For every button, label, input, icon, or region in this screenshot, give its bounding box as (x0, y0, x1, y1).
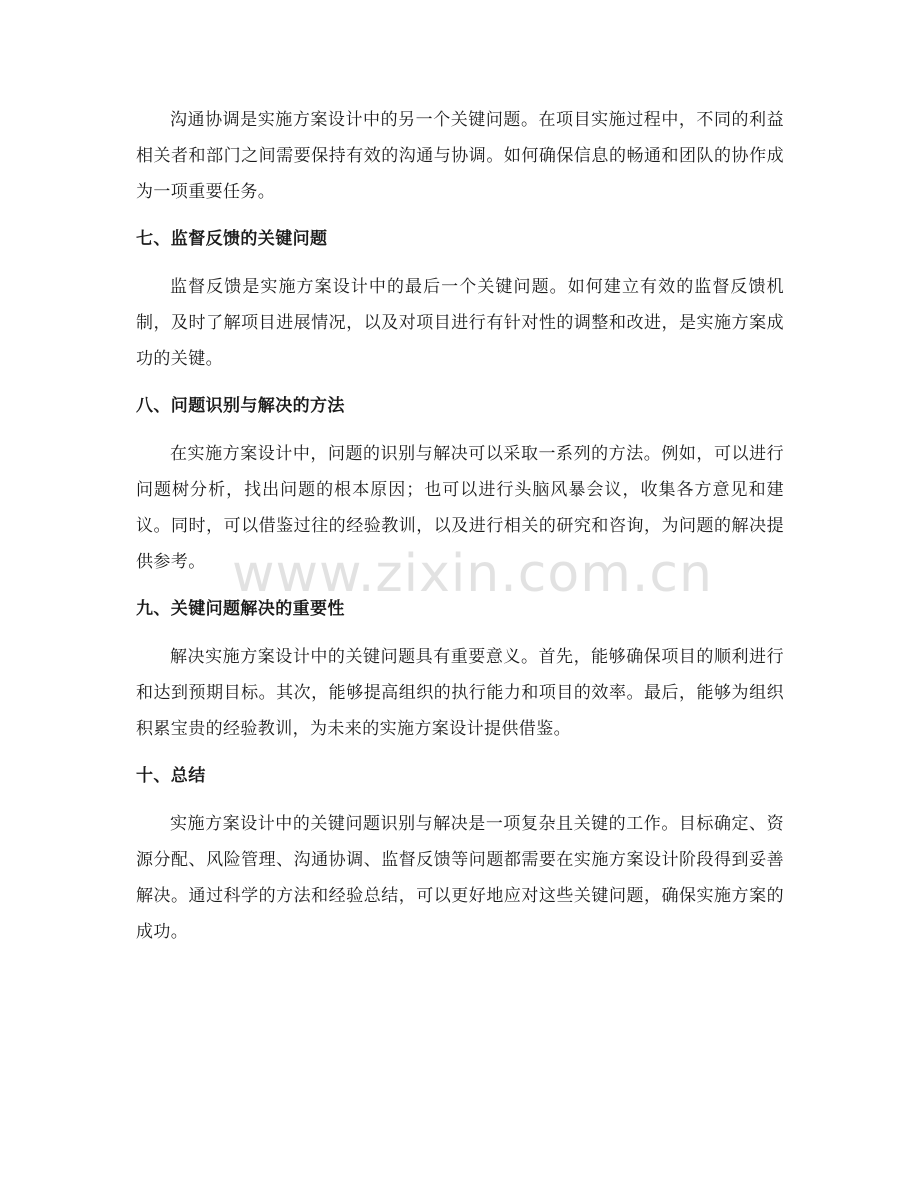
heading-supervision: 七、监督反馈的关键问题 (136, 229, 328, 249)
paragraph-summary: 实施方案设计中的关键问题识别与解决是一项复杂且关键的工作。目标确定、资源分配、风险管理、沟通协调、监督反馈等问题都需要在实施方案设计阶段得到妥善解决。通过科学的方法和经验总结，可以更好地应对这些关键问题，确保实施方案的成功。 (136, 814, 784, 942)
heading-summary: 十、总结 (136, 766, 206, 786)
heading-methods: 八、问题识别与解决的方法 (136, 396, 345, 416)
paragraph-supervision: 监督反馈是实施方案设计中的最后一个关键问题。如何建立有效的监督反馈机制，及时了解项目进展情况，以及对项目进行有针对性的调整和改进，是实施方案成功的关键。 (136, 277, 784, 369)
heading-importance: 九、关键问题解决的重要性 (136, 599, 345, 619)
paragraph-methods: 在实施方案设计中，问题的识别与解决可以采取一系列的方法。例如，可以进行问题树分析，找出问题的根本原因；也可以进行头脑风暴会议，收集各方意见和建议。同时，可以借鉴过往的经验教训，以及进行相关的研究和咨询，为问题的解决提供参考。 (136, 444, 784, 572)
document-body (136, 102, 784, 950)
watermark: www.zixin.com.cn (232, 544, 713, 604)
paragraph-importance: 解决实施方案设计中的关键问题具有重要意义。首先，能够确保项目的顺利进行和达到预期目标。其次，能够提高组织的执行能力和项目的效率。最后，能够为组织积累宝贵的经验教训，为未来的实施方案设计提供借鉴。 (136, 647, 784, 739)
paragraph-communication: 沟通协调是实施方案设计中的另一个关键问题。在项目实施过程中，不同的利益相关者和部门之间需要保持有效的沟通与协调。如何确保信息的畅通和团队的协作成为一项重要任务。 (136, 110, 784, 202)
